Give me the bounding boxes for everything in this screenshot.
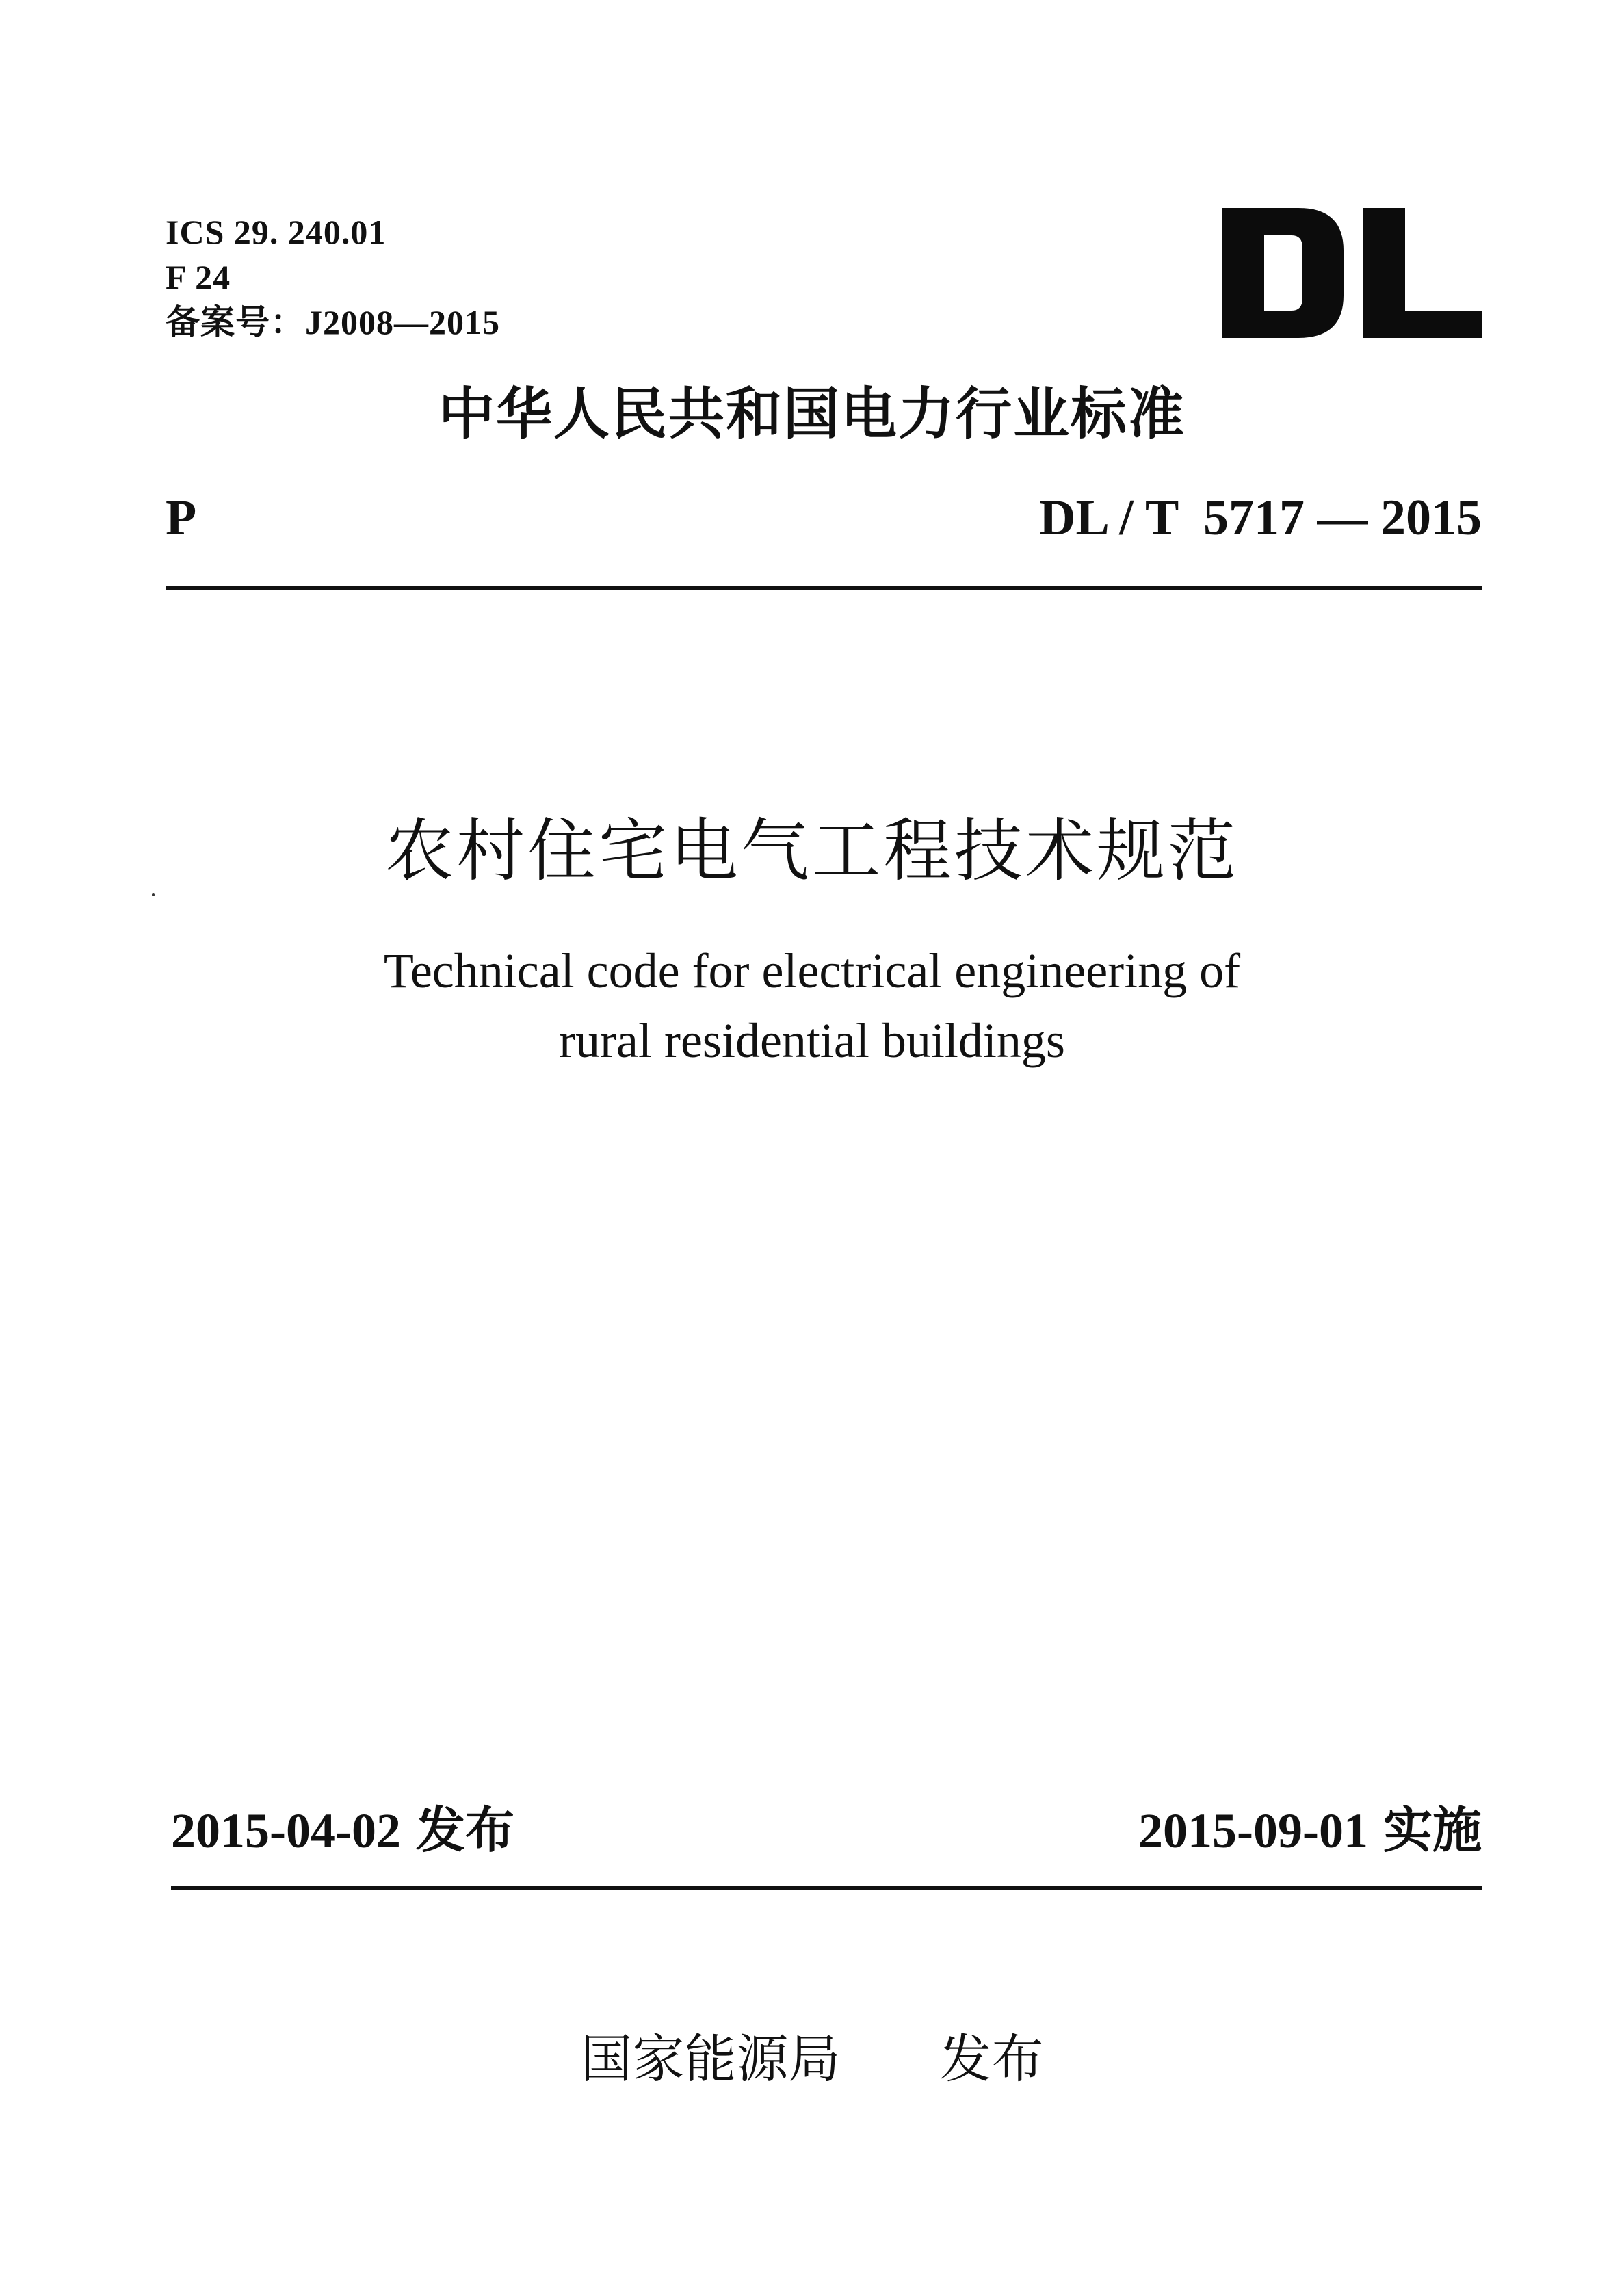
standard-number: DL / T 5717 — 2015 (1039, 490, 1482, 546)
document-metadata (166, 209, 500, 345)
publisher-block (0, 2025, 1624, 2093)
document-title-english (0, 936, 1624, 1075)
classification-code: F 24 (166, 258, 231, 296)
header-divider (166, 586, 1482, 590)
dl-logo (1222, 208, 1482, 338)
publisher-action: 发布 (939, 2028, 1044, 2089)
industry-standard-heading: 中华人民共和国电力行业标准 (438, 382, 1186, 447)
issue-label: 发布 (415, 1801, 514, 1859)
issue-date: 2015-04-02 (171, 1803, 401, 1858)
document-title-chinese: 农村住宅电气工程技术规范 (385, 811, 1239, 891)
ics-code: ICS 29. 240.01 (166, 213, 387, 251)
english-title-line-1: Technical code for electrical engineering of (383, 943, 1241, 998)
english-title-line-2: rural residential buildings (559, 1013, 1065, 1068)
issue-date-block (171, 1799, 514, 1862)
category-letter: P (166, 490, 197, 546)
filing-number: 备案号：J2008—2015 (166, 303, 500, 341)
scan-speck (152, 893, 155, 896)
implementation-date: 2015-09-01 (1138, 1803, 1368, 1858)
implementation-label: 实施 (1383, 1801, 1482, 1859)
footer-divider (171, 1886, 1482, 1890)
implementation-date-block (1138, 1799, 1482, 1862)
publisher-name: 国家能源局 (580, 2028, 841, 2089)
